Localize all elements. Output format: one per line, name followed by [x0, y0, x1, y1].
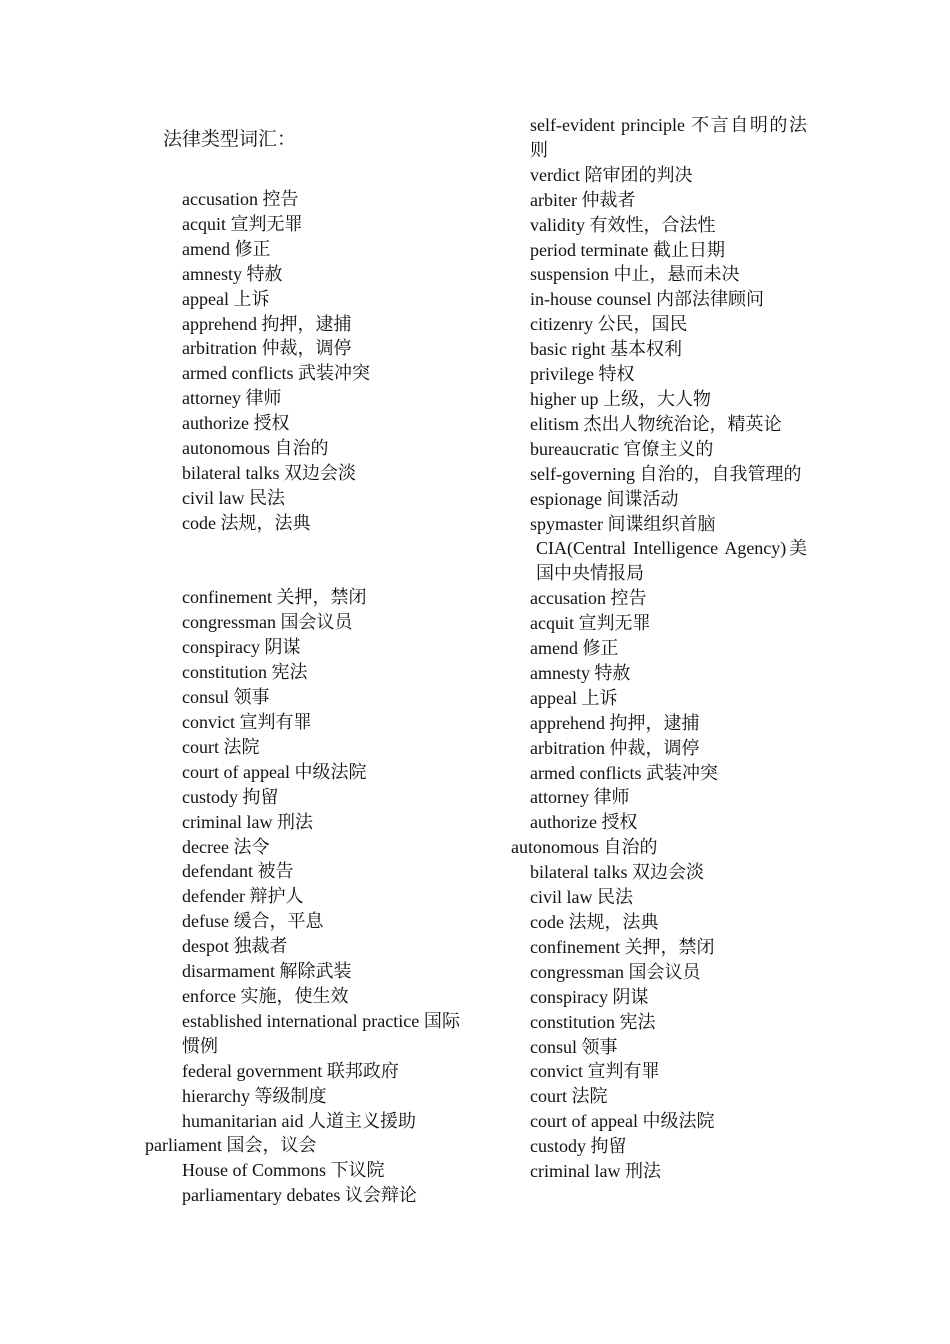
- vocab-entry: appeal 上诉: [182, 288, 270, 309]
- vocab-entry: authorize 授权: [530, 812, 638, 833]
- vocab-entry: defender 辩护人: [182, 886, 304, 907]
- vocab-entry: convict 宣判有罪: [530, 1061, 660, 1082]
- vocab-entry: custody 拘留: [530, 1136, 627, 1157]
- vocab-entry: code 法规，法典: [530, 912, 659, 932]
- vocab-entry: consul 领事: [530, 1036, 618, 1057]
- vocab-entry: conspiracy 阴谋: [530, 986, 649, 1007]
- vocab-entry: amend 修正: [530, 638, 619, 659]
- vocab-entry: self-evident principle 不言自明的法则: [530, 115, 807, 160]
- vocab-entry: apprehend 拘押，逮捕: [530, 712, 700, 733]
- vocab-entry: consul 领事: [182, 687, 270, 708]
- vocab-entry: acquit 宣判无罪: [530, 613, 651, 634]
- vocab-entry: hierarchy 等级制度: [182, 1085, 327, 1106]
- left-column: [145, 187, 460, 1208]
- vocab-list-right-b: [493, 163, 807, 462]
- vocab-entry: autonomous 自治的: [511, 837, 658, 858]
- vocab-entry: basic right 基本权利: [530, 339, 682, 360]
- vocab-entry: espionage 间谍活动: [530, 488, 679, 509]
- spacer: [145, 536, 460, 586]
- vocab-entry: civil law 民法: [182, 487, 285, 508]
- vocab-entry: bilateral talks 双边会淡: [182, 462, 356, 483]
- vocab-entry: armed conflicts 武装冲突: [530, 762, 718, 783]
- vocab-entry: humanitarian aid 人道主义援助: [182, 1110, 416, 1131]
- vocab-entry: arbiter 仲裁者: [530, 189, 636, 210]
- vocab-entry: higher up 上级，大人物: [530, 388, 711, 409]
- vocab-entry: code 法规，法典: [182, 512, 311, 533]
- vocab-entry: arbitration 仲裁，调停: [182, 338, 352, 359]
- page-title: 法律类型词汇：: [163, 128, 297, 150]
- vocab-list-left-a: [145, 187, 460, 536]
- vocab-entry: court 法院: [182, 736, 260, 757]
- vocab-entry: CIA(Central Intelligence Agency)美国中央情报局: [536, 538, 807, 584]
- vocab-entry: armed conflicts 武装冲突: [182, 363, 370, 384]
- vocab-entry: defuse 缓合，平息: [182, 911, 324, 932]
- vocab-entry: established international practice 国际惯例: [182, 1010, 460, 1056]
- right-column: [493, 113, 807, 1184]
- vocab-entry: arbitration 仲裁，调停: [530, 737, 700, 758]
- vocab-entry: confinement 关押，禁闭: [530, 936, 715, 957]
- vocab-entry: amend 修正: [182, 238, 271, 259]
- vocab-entry: parliamentary debates 议会辩论: [182, 1185, 417, 1206]
- vocab-entry: amnesty 特赦: [182, 263, 283, 284]
- vocab-entry: accusation 控告: [182, 189, 299, 209]
- vocab-entry: appeal 上诉: [530, 687, 618, 708]
- vocab-list-right-d: [493, 586, 807, 835]
- vocab-entry: criminal law 刑法: [530, 1161, 661, 1182]
- vocab-entry: privilege 特权: [530, 364, 635, 385]
- vocab-entry: congressman 国会议员: [182, 612, 353, 633]
- vocab-entry: in-house counsel 内部法律顾问: [530, 289, 764, 310]
- vocab-entry: federal government 联邦政府: [182, 1060, 399, 1081]
- vocab-entry: conspiracy 阴谋: [182, 637, 301, 658]
- vocab-entry: custody 拘留: [182, 786, 279, 807]
- vocab-entry: validity 有效性，合法性: [530, 214, 716, 235]
- vocab-entry: enforce 实施，使生效: [182, 985, 349, 1006]
- vocab-entry: disarmament 解除武装: [182, 961, 352, 982]
- vocab-entry: period terminate 截止日期: [530, 239, 725, 260]
- vocab-entry: court of appeal 中级法院: [182, 761, 367, 782]
- vocab-entry: bureaucratic 官僚主义的: [530, 438, 714, 459]
- vocab-entry: attorney 律师: [530, 787, 630, 808]
- vocab-entry: amnesty 特赦: [530, 662, 631, 683]
- vocab-entry: parliament 国会，议会: [145, 1135, 317, 1156]
- vocab-list-right-f: [493, 860, 807, 1184]
- vocab-entry: verdict 陪审团的判决: [530, 164, 693, 185]
- vocab-entry: attorney 律师: [182, 388, 282, 409]
- vocab-entry: accusation 控告: [530, 588, 647, 609]
- vocab-entry: criminal law 刑法: [182, 811, 313, 832]
- vocab-entry: spymaster 间谍组织首脑: [530, 513, 716, 534]
- vocab-entry: citizenry 公民，国民: [530, 314, 688, 335]
- vocab-list-left-b: [145, 585, 460, 1008]
- vocab-entry: autonomous 自治的: [182, 438, 329, 459]
- vocab-entry: convict 宣判有罪: [182, 712, 312, 733]
- vocab-entry: suspension 中止，悬而未决: [530, 264, 740, 285]
- vocab-entry: House of Commons 下议院: [182, 1160, 385, 1181]
- vocab-entry: civil law 民法: [530, 887, 633, 908]
- vocab-entry: elitism 杰出人物统治论，精英论: [530, 413, 782, 434]
- vocab-entry: constitution 宪法: [530, 1011, 656, 1032]
- vocab-entry: self-governing 自治的，自我管理的: [530, 463, 802, 484]
- vocab-entry: constitution 宪法: [182, 662, 308, 683]
- vocab-entry: court 法院: [530, 1086, 608, 1107]
- vocab-entry: bilateral talks 双边会淡: [530, 862, 704, 883]
- vocab-entry: authorize 授权: [182, 413, 290, 434]
- vocab-entry: despot 独裁者: [182, 936, 288, 957]
- vocab-entry: court of appeal 中级法院: [530, 1111, 715, 1132]
- vocab-entry: defendant 被告: [182, 861, 294, 882]
- vocab-entry: congressman 国会议员: [530, 961, 701, 982]
- vocab-entry: decree 法令: [182, 836, 270, 857]
- vocab-entry: acquit 宣判无罪: [182, 213, 303, 234]
- vocab-entry: apprehend 拘押，逮捕: [182, 313, 352, 334]
- vocab-entry: confinement 关押，禁闭: [182, 587, 367, 608]
